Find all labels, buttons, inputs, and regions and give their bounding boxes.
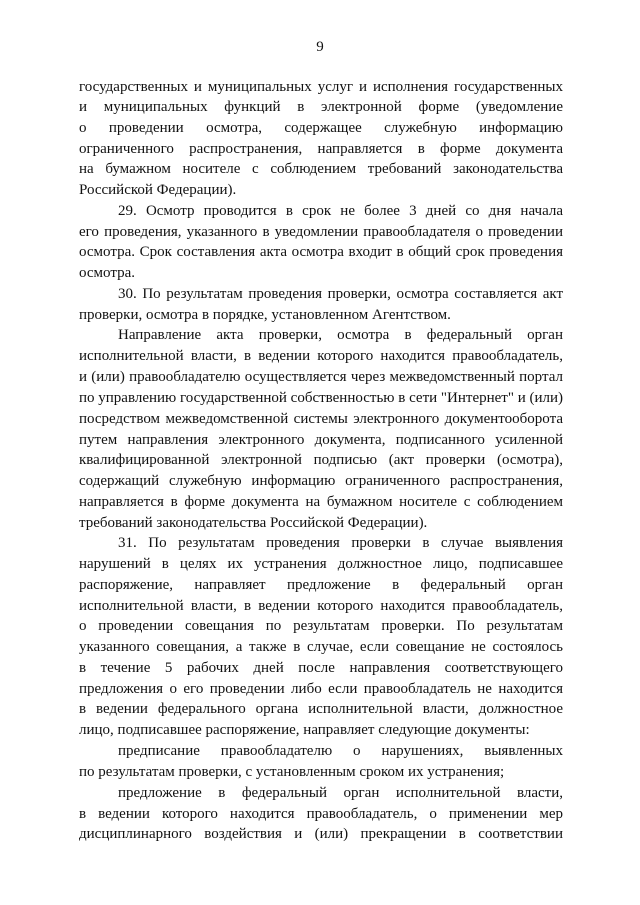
text-line: 29. Осмотр проводится в срок не более 3 дней со дня начала — [118, 203, 563, 219]
text-line: исполнительной власти, в ведении которого находится правообладатель, — [79, 598, 563, 614]
text-line: и (или) правообладателю осуществляется через межведомственный портал — [79, 369, 563, 385]
text-line: ограниченного распространения, направляется в форме документа — [79, 141, 563, 157]
text-line: в течение 5 рабочих дней после направления соответствующего — [79, 660, 563, 676]
text-line: направляется в форме документа на бумажном носителе с соблюдением — [79, 494, 563, 510]
text-line: по управлению государственной собственностью в сети "Интернет" и (или) — [79, 390, 563, 406]
text-line: квалифицированной электронной подписью (акт проверки (осмотра), — [79, 452, 563, 468]
text-line: дисциплинарного воздействия и (или) прекращении в соответствии — [79, 826, 563, 842]
text-line: требований законодательства Российской Федерации). — [79, 515, 428, 531]
text-line: Российской Федерации). — [79, 182, 237, 198]
text-line: нарушений в целях их устранения должностное лицо, подписавшее — [79, 556, 563, 572]
text-line: распоряжение, направляет предложение в федеральный орган — [79, 577, 563, 593]
text-line: содержащий служебную информацию ограниченного распространения, — [79, 473, 563, 489]
text-line: путем направления электронного документа, подписанного усиленной — [79, 432, 563, 448]
text-line: по результатам проверки, с установленным сроком их устранения; — [79, 764, 505, 780]
text-line: и муниципальных функций в электронной форме (уведомление — [79, 99, 563, 115]
text-line: 31. По результатам проведения проверки в случае выявления — [118, 535, 563, 551]
text-line: осмотра. Срок составления акта осмотра входит в общий срок проведения — [79, 244, 563, 260]
text-line: его проведения, указанного в уведомлении правообладателя о проведении — [79, 224, 563, 240]
text-line: в ведении федерального органа исполнительной власти, должностное — [79, 701, 563, 717]
text-line: посредством межведомственной системы электронного документооборота — [79, 411, 563, 427]
text-line: предписание правообладателю о нарушениях, выявленных — [118, 743, 563, 759]
page-number: 9 — [316, 39, 324, 55]
text-line: предложения о его проведении либо если правообладатель не находится — [79, 681, 563, 697]
text-line: осмотра. — [79, 265, 135, 281]
text-line: предложение в федеральный орган исполнительной власти, — [118, 785, 563, 801]
text-line: исполнительной власти, в ведении которого находится правообладатель, — [79, 348, 563, 364]
text-line: в ведении которого находится правообладатель, о применении мер — [79, 806, 563, 822]
text-line: Направление акта проверки, осмотра в федеральный орган — [118, 327, 563, 343]
text-line: указанного совещания, а также в случае, если совещание не состоялось — [79, 639, 563, 655]
text-line: о проведении осмотра, содержащее служебную информацию — [79, 120, 563, 136]
text-line: на бумажном носителе с соблюдением требований законодательства — [79, 161, 563, 177]
text-line: лицо, подписавшее распоряжение, направляет следующие документы: — [79, 722, 530, 738]
text-line: проверки, осмотра в порядке, установленном Агентством. — [79, 307, 451, 323]
text-line: о проведении совещания по результатам проверки. По результатам — [79, 618, 563, 634]
text-line: 30. По результатам проведения проверки, осмотра составляется акт — [118, 286, 563, 302]
text-line: государственных и муниципальных услуг и исполнения государственных — [79, 79, 563, 95]
